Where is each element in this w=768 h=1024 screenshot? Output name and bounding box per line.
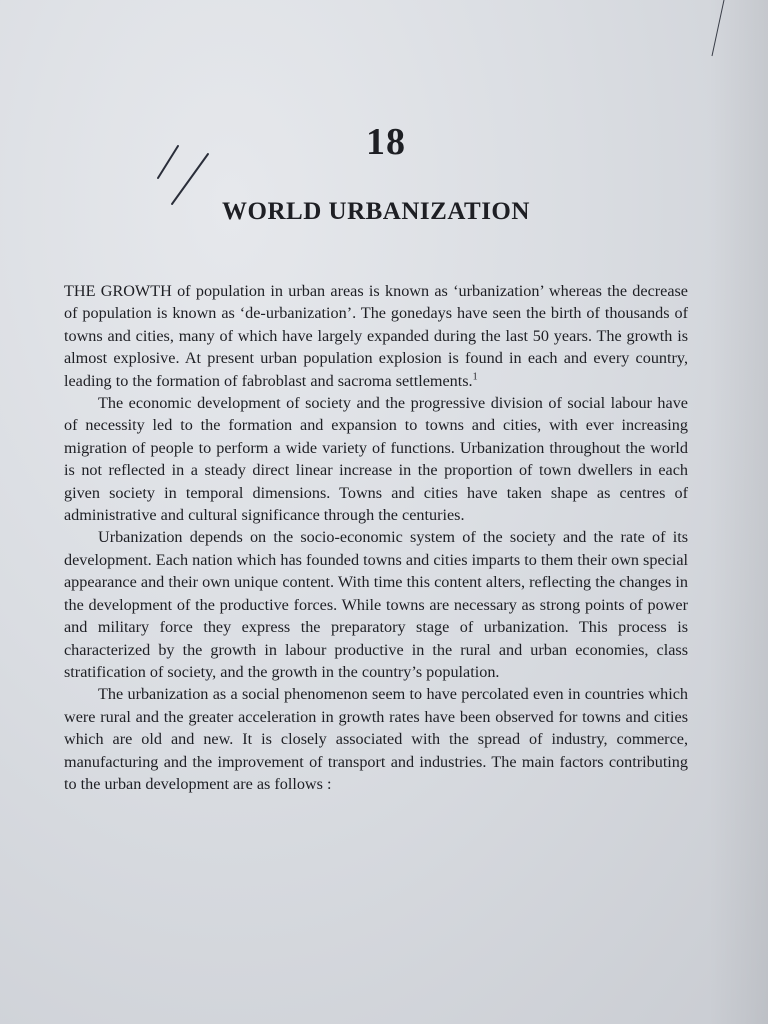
paragraph-2: The economic development of society and the progressive division of social labour have of necessity led to the formation and expansion to towns and cities, with ever increasing migration of people to perform a wide variety of functions. Urbanization throughout the world is not reflected in a steady direct linear increase in the proportion of town dwellers in each given society in temporal dimensions. Towns and cities have taken shape as centres of administrative and cultural significance through the centuries. [64, 394, 688, 525]
chapter-number: 18 [366, 121, 406, 163]
page-edge-shadow [708, 0, 768, 1024]
paragraph-4: The urbanization as a social phenomenon seem to have percolated even in countries which were rural and the greater acceleration in growth rates have been observed for towns and cities which are old and new. It is closely associated with the spread of industry, commerce, manufacturing and the improvement of transport and industries. The main factors contributing to the urban development are as follows : [64, 685, 688, 793]
chapter-body [64, 280, 688, 795]
chapter-title: WORLD URBANIZATION [222, 198, 530, 225]
paragraph-1 [64, 280, 688, 392]
paragraph-3: Urbanization depends on the socio-economic system of the society and the rate of its development. Each nation which has founded towns and cities imparts to them their own special appearance and their own unique content. With time this content alters, reflecting the changes in the development of the productive forces. While towns are necessary as strong points of power and military force they express the preparatory stage of urbanization. This process is characterized by the growth in labour productive in the rural and urban economies, class stratification of society, and the growth in the country’s population. [64, 528, 688, 681]
paragraph-1-text: THE GROWTH of population in urban areas is known as ‘urbanization’ whereas the decrease of population is known as ‘de-urbanization’. The gonedays have seen the birth of thousands of towns and cities, many of which have largely expanded during the last 50 years. The growth is almost explosive. At present urban population explosion is found in each and every country, leading to the formation of fabroblast and sacroma settlements. [64, 282, 688, 390]
pen-corner-line [698, 0, 728, 60]
footnote-ref: 1 [472, 371, 478, 383]
page-content [64, 120, 688, 795]
